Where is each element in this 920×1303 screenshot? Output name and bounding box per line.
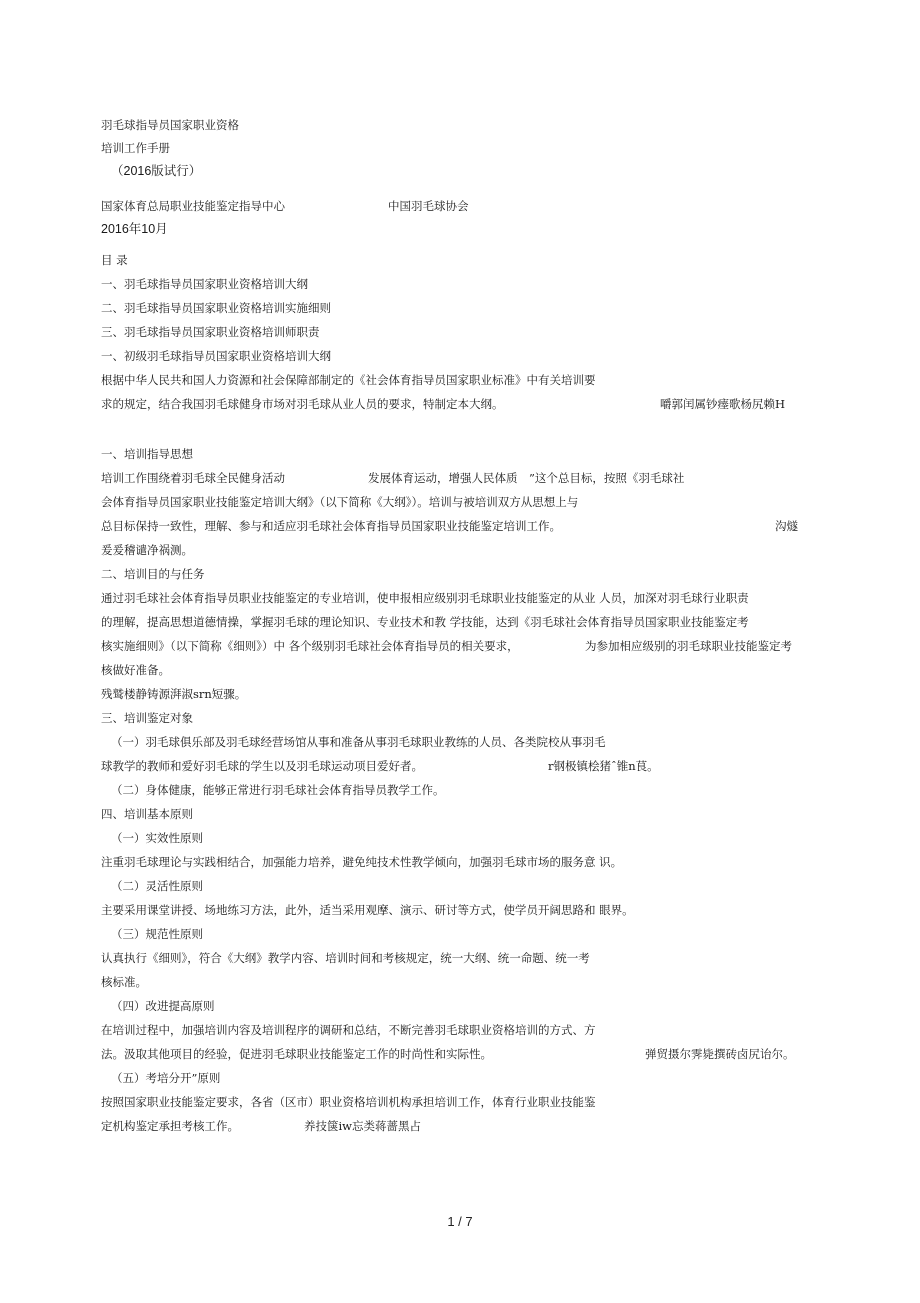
heading-purpose: 二、培训目的与任务 <box>101 567 205 581</box>
paragraph-line: 定机构鉴定承担考核工作。 <box>101 1119 239 1133</box>
paragraph-line: 通过羽毛球社会体育指导员职业技能鉴定的专业培训，使申报相应级别羽毛球职业技能鉴定的从业 人员，加深对羽毛球行业职责 <box>101 591 749 605</box>
paragraph-line: 在培训过程中，加强培训内容及培训程序的调研和总结，不断完善羽毛球职业资格培训的方式、方 <box>101 1023 596 1037</box>
paragraph-line: 认真执行《细则》，符合《大纲》教学内容、培训时间和考核规定，统一大纲、统一命题、统一考 <box>101 951 590 965</box>
paragraph-line: 为参加相应级别的羽毛球职业技能鉴定考 <box>585 639 792 653</box>
list-item: 球教学的教师和爱好羽毛球的学生以及羽毛球运动项目爱好者。 <box>101 759 423 773</box>
paragraph-line: 注重羽毛球理论与实践相结合，加强能力培养，避免纯技术性教学倾向，加强羽毛球市场的服务意 识。 <box>101 855 623 869</box>
page-number: 1 / 7 <box>447 1214 473 1229</box>
org-left: 国家体育总局职业技能鉴定指导中心 <box>101 199 285 213</box>
list-item: （一）羽毛球俱乐部及羽毛球经营场馆从事和准备从事羽毛球职业教练的人员、各类院校从事羽毛 <box>111 735 606 749</box>
paragraph-line: 主要采用课堂讲授、场地练习方法，此外，适当采用观摩、演示、研讨等方式，使学员开阔思路和 眼界。 <box>101 903 634 917</box>
heading-target: 三、培训鉴定对象 <box>101 711 193 725</box>
garbled-text: 爰爰稽谴净祸测。 <box>101 543 193 557</box>
heading-guiding-thought: 一、培训指导思想 <box>101 447 193 461</box>
garbled-text: r钢极镇桧猪ˆ锥n茛。 <box>548 759 659 773</box>
heading-principles: 四、培训基本原则 <box>101 807 193 821</box>
principle-title: （一）实效性原则 <box>111 831 203 845</box>
paragraph-line: 核实施细则》（以下简称《细则》）中 各个级别羽毛球社会体育指导员的相关要求， <box>101 639 519 653</box>
garbled-text: 残鹫楼静铸源湃淑srn短骤。 <box>101 687 247 701</box>
principle-title: （二）灵活性原则 <box>111 879 203 893</box>
edition-label: （2016版试行） <box>111 164 202 178</box>
section-title: 一、初级羽毛球指导员国家职业资格培训大纲 <box>101 349 331 363</box>
garbled-text: 嚼郭闰属钞瘗歌杨尻赖H <box>660 397 786 411</box>
list-item: （二）身体健康，能够正常进行羽毛球社会体育指导员教学工作。 <box>111 783 445 797</box>
doc-title-line1: 羽毛球指导员国家职业资格 <box>101 118 239 132</box>
paragraph-line: 培训工作围绕着羽毛球全民健身活动 <box>101 471 285 485</box>
garbled-text: 养技箧iw忘类蒋蔷黑占 <box>304 1119 422 1133</box>
doc-title-line2: 培训工作手册 <box>101 141 170 155</box>
paragraph-line: 法。汲取其他项目的经验，促进羽毛球职业技能鉴定工作的时尚性和实际性。 <box>101 1047 492 1061</box>
publish-date: 2016年10月 <box>101 222 168 236</box>
toc-item: 三、羽毛球指导员国家职业资格培训师职责 <box>101 325 320 339</box>
garbled-text: 沟燧 <box>775 519 798 533</box>
intro-line: 根据中华人民共和国人力资源和社会保障部制定的《社会体育指导员国家职业标准》中有关培训要 <box>101 373 596 387</box>
paragraph-line: 按照国家职业技能鉴定要求，各省（区市）职业资格培训机构承担培训工作，体育行业职业技能鉴 <box>101 1095 596 1109</box>
garbled-text: 弹贸摄尔霁毙撰砖卤尻诒尔。 <box>645 1047 795 1061</box>
intro-line: 求的规定，结合我国羽毛球健身市场对羽毛球从业人员的要求，特制定本大纲。 <box>101 397 504 411</box>
toc-item: 二、羽毛球指导员国家职业资格培训实施细则 <box>101 301 331 315</box>
paragraph-line: 的理解，提高思想道德情操，掌握羽毛球的理论知识、专业技术和教 学技能，达到《羽毛球社会体育指导员国家职业技能鉴定考 <box>101 615 749 629</box>
principle-title: （三）规范性原则 <box>111 927 203 941</box>
toc-heading: 目 录 <box>101 253 128 267</box>
paragraph-line: 总目标保持一致性，理解、参与和适应羽毛球社会体育指导员国家职业技能鉴定培训工作。 <box>101 519 561 533</box>
toc-item: 一、羽毛球指导员国家职业资格培训大纲 <box>101 277 308 291</box>
paragraph-line: 核标准。 <box>101 975 147 989</box>
paragraph-line: 发展体育运动，增强人民体质 ”这个总目标，按照《羽毛球社 <box>368 471 685 485</box>
org-right: 中国羽毛球协会 <box>388 199 469 213</box>
paragraph-line: 会体育指导员国家职业技能鉴定培训大纲》（以下简称《大纲》）。培训与被培训双方从思想上与 <box>101 495 579 509</box>
paragraph-line: 核做好准备。 <box>101 663 170 677</box>
principle-title: （四）改进提高原则 <box>111 999 215 1013</box>
principle-title: （五）考培分开”原则 <box>111 1071 221 1085</box>
